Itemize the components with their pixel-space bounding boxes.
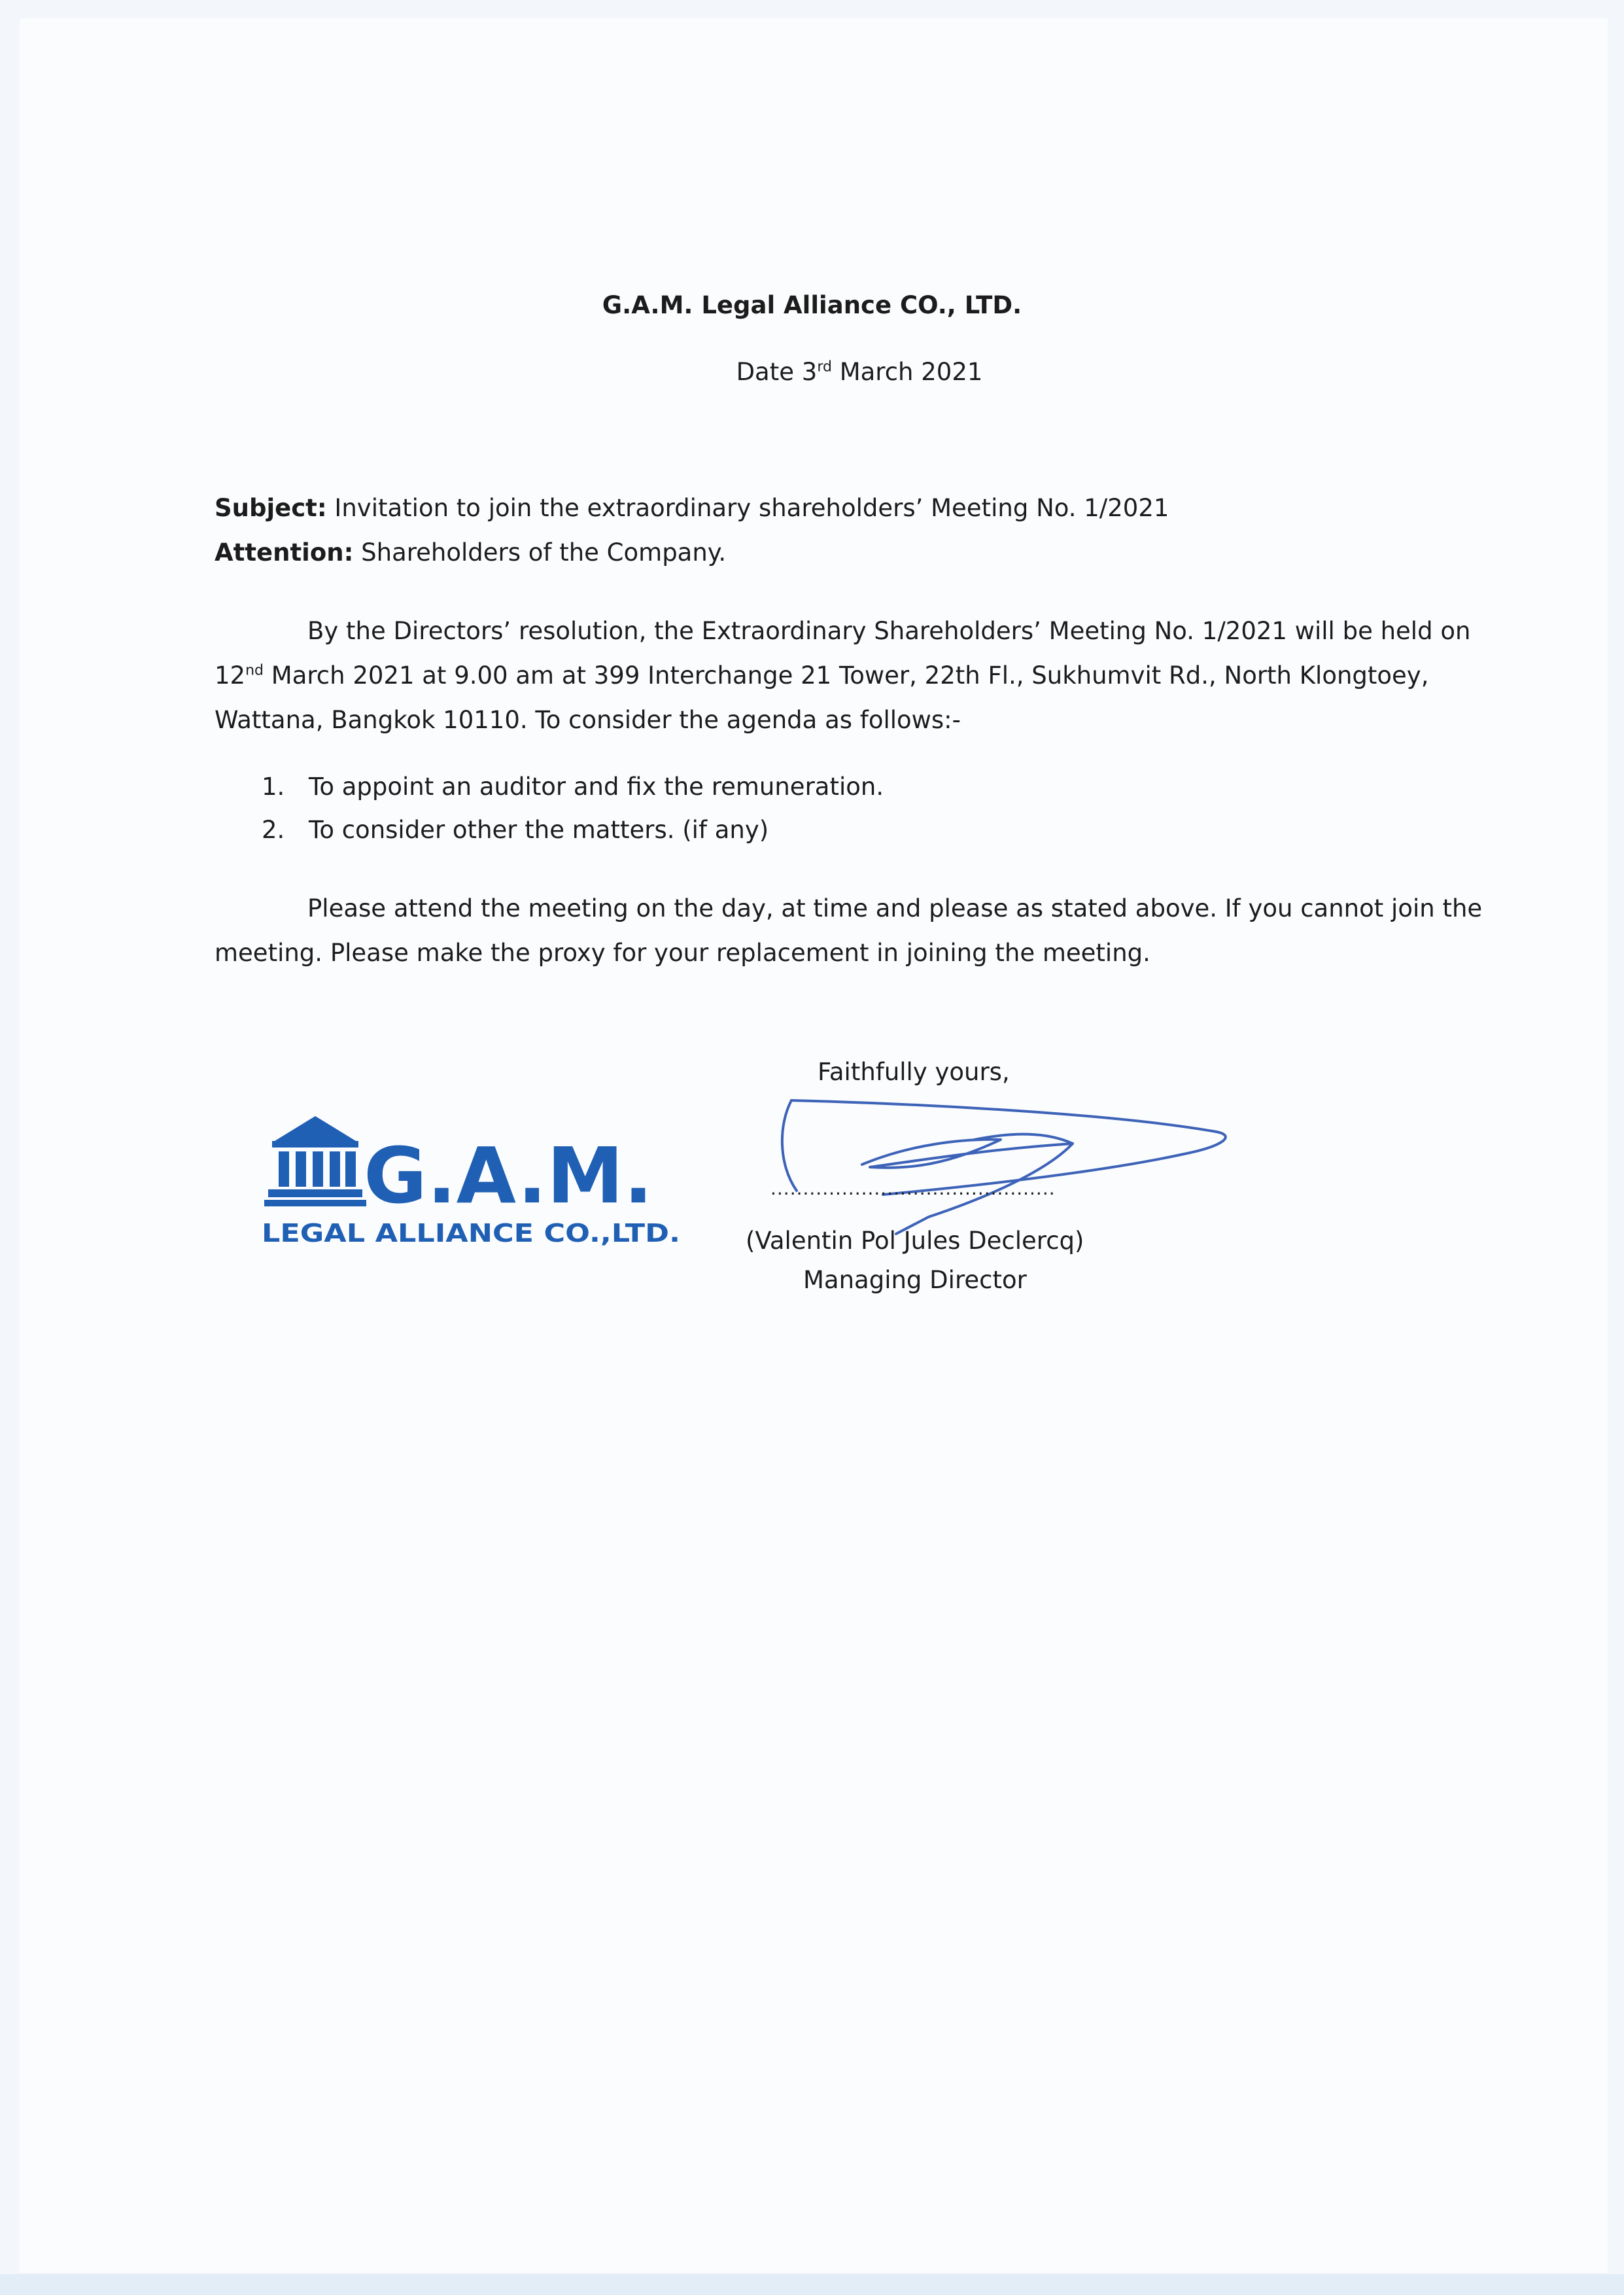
- attention-line: [215, 529, 726, 577]
- signatory-title: Managing Director: [803, 1266, 1027, 1294]
- attention-text: Shareholders of the Company.: [353, 538, 727, 567]
- company-heading: G.A.M. Legal Alliance CO., LTD.: [602, 291, 1022, 319]
- body-line-1: By the Directors’ resolution, the Extraordinary Shareholders’ Meeting No. 1/2021 will be held on: [307, 617, 1471, 645]
- signature-line: ............................................: [770, 1178, 1056, 1199]
- valediction: Faithfully yours,: [818, 1058, 1010, 1086]
- closing-line-1: Please attend the meeting on the day, at time and please as stated above. If you cannot join the: [307, 894, 1483, 922]
- closing-line-2: meeting. Please make the proxy for your replacement in joining the meeting.: [215, 939, 1150, 967]
- signatory-name: (Valentin Pol Jules Declercq): [746, 1227, 1084, 1255]
- attention-label: Attention:: [215, 538, 354, 567]
- body-line-2: 12nd March 2021 at 9.00 am at 399 Interchange 21 Tower, 22th Fl., Sukhumvit Rd., North Klongtoey,: [215, 661, 1429, 690]
- agenda-text: To appoint an auditor and fix the remuneration.: [309, 773, 884, 801]
- subject-line: [215, 484, 1169, 533]
- agenda-item-2: [262, 809, 1177, 852]
- letter-date: Date 3rd March 2021: [736, 358, 983, 386]
- agenda-number: 2.: [262, 816, 285, 844]
- logo-main-text: G.A.M.: [364, 1130, 653, 1221]
- logo-sub-text: LEGAL ALLIANCE CO.,LTD.: [262, 1219, 680, 1248]
- agenda-item-1: [262, 765, 1177, 809]
- agenda-number: 1.: [262, 773, 285, 801]
- agenda-text: To consider other the matters. (if any): [309, 816, 769, 844]
- building-icon: [264, 1116, 366, 1206]
- scan-edge: [0, 2274, 1624, 2295]
- company-logo: [262, 1099, 693, 1269]
- body-line-3: Wattana, Bangkok 10110. To consider the agenda as follows:-: [215, 706, 961, 734]
- subject-label: Subject:: [215, 494, 327, 522]
- subject-text: Invitation to join the extraordinary shareholders’ Meeting No. 1/2021: [326, 494, 1169, 522]
